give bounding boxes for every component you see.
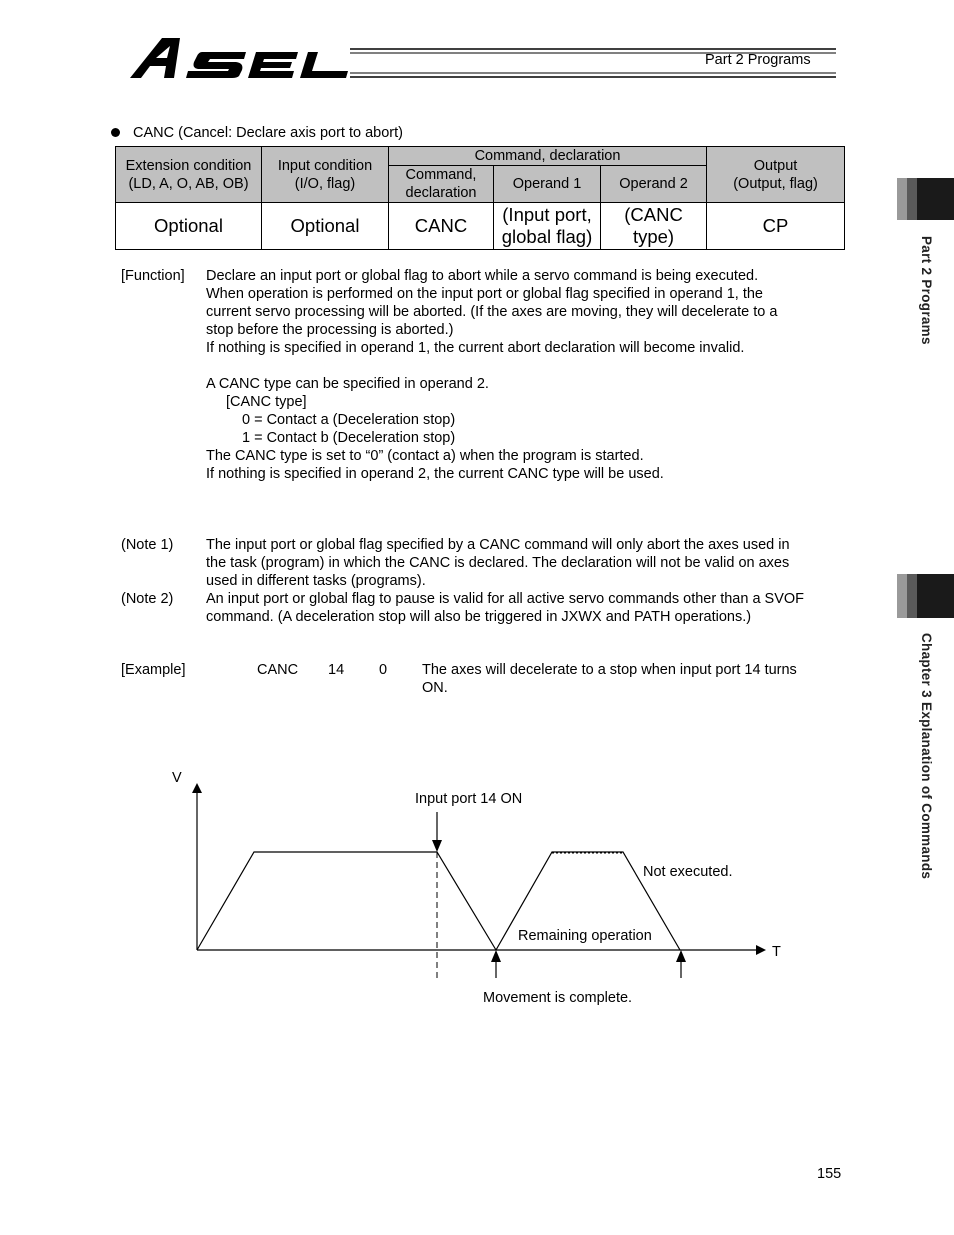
side-tab-part-label: Part 2 Programs — [919, 236, 934, 345]
header-operand-2: Operand 2 — [601, 166, 707, 203]
header-command: Command, declaration — [389, 166, 494, 203]
note-line: command. (A deceleration stop will also be triggered in JXWX and PATH operations.) — [206, 609, 752, 625]
function-line: When operation is performed on the input port or global flag specified in operand 1, the — [206, 286, 763, 302]
canc-type-item: 0 = Contact a (Deceleration stop) — [242, 412, 456, 428]
header-input-condition: Input condition (I/O, flag) — [262, 147, 389, 203]
side-tab-chapter-label: Chapter 3 Explanation of Commands — [919, 633, 934, 880]
canc-type-item: 1 = Contact b (Deceleration stop) — [242, 430, 456, 446]
asel-logo — [128, 36, 350, 80]
header-output: Output (Output, flag) — [707, 147, 845, 203]
cell-command: CANC — [389, 203, 494, 250]
function-tail-line: The CANC type is set to “0” (contact a) when the program is started. — [206, 448, 644, 464]
command-spec-table — [115, 146, 845, 250]
input-port-label: Input port 14 ON — [415, 791, 523, 807]
cell-output: CP — [707, 203, 845, 250]
function-line: Declare an input port or global flag to abort while a servo command is being executed. — [206, 268, 759, 284]
note-line: An input port or global flag to pause is valid for all active servo commands other than a SVOF — [206, 591, 805, 607]
cell-operand-1: (Input port, global flag) — [494, 203, 601, 250]
canc-type-heading: [CANC type] — [226, 394, 307, 410]
example-command: CANC — [257, 662, 299, 678]
t-axis-arrow — [756, 945, 766, 955]
note-2-label: (Note 2) — [121, 591, 174, 607]
section-title: CANC (Cancel: Declare axis port to abort) — [133, 125, 403, 141]
note-1-label: (Note 1) — [121, 537, 174, 553]
function-line: current servo processing will be aborted. (If the axes are moving, they will decelerate to a — [206, 304, 778, 320]
side-tab-part — [897, 178, 954, 220]
input-arrow-head — [432, 840, 442, 852]
executed-profile — [197, 852, 496, 950]
side-tab-chapter — [897, 574, 954, 618]
movement-complete-label: Movement is complete. — [483, 990, 633, 1006]
example-label: [Example] — [121, 662, 186, 678]
header-extension-condition: Extension condition (LD, A, O, AB, OB) — [116, 147, 262, 203]
not-executed-label: Not executed. — [643, 864, 733, 880]
v-axis-arrow — [192, 783, 202, 793]
remaining-label: Remaining operation — [518, 928, 652, 944]
function-line: stop before the processing is aborted.) — [206, 322, 454, 338]
bullet-icon — [111, 128, 120, 137]
header-part-label: Part 2 Programs — [705, 52, 811, 68]
v-axis-label: V — [172, 770, 182, 786]
example-line: ON. — [422, 680, 448, 696]
note-line: the task (program) in which the CANC is declared. The declaration will not be valid on axes — [206, 555, 790, 571]
canc-type-intro: A CANC type can be specified in operand 2. — [206, 376, 489, 392]
function-tail-line: If nothing is specified in operand 2, the current CANC type will be used. — [206, 466, 664, 482]
note-line: used in different tasks (programs). — [206, 573, 426, 589]
header-command-declaration-group: Command, declaration — [389, 147, 707, 166]
function-label: [Function] — [121, 268, 185, 284]
example-operand-1: 14 — [328, 662, 345, 678]
note-2-body — [206, 590, 804, 626]
example-operand-2: 0 — [379, 662, 388, 678]
cell-input: Optional — [262, 203, 389, 250]
example-description — [422, 661, 797, 697]
example-line: The axes will decelerate to a stop when input port 14 turns — [422, 662, 797, 678]
t-axis-label: T — [772, 944, 781, 960]
cell-operand-2: (CANC type) — [601, 203, 707, 250]
header-operand-1: Operand 1 — [494, 166, 601, 203]
function-body — [206, 267, 777, 483]
note-line: The input port or global flag specified by a CANC command will only abort the axes used in — [206, 537, 790, 553]
page-number: 155 — [817, 1166, 842, 1182]
cell-extension: Optional — [116, 203, 262, 250]
velocity-time-diagram — [160, 760, 800, 1010]
note-1-body — [206, 536, 790, 590]
function-line: If nothing is specified in operand 1, the current abort declaration will become invalid. — [206, 340, 745, 356]
